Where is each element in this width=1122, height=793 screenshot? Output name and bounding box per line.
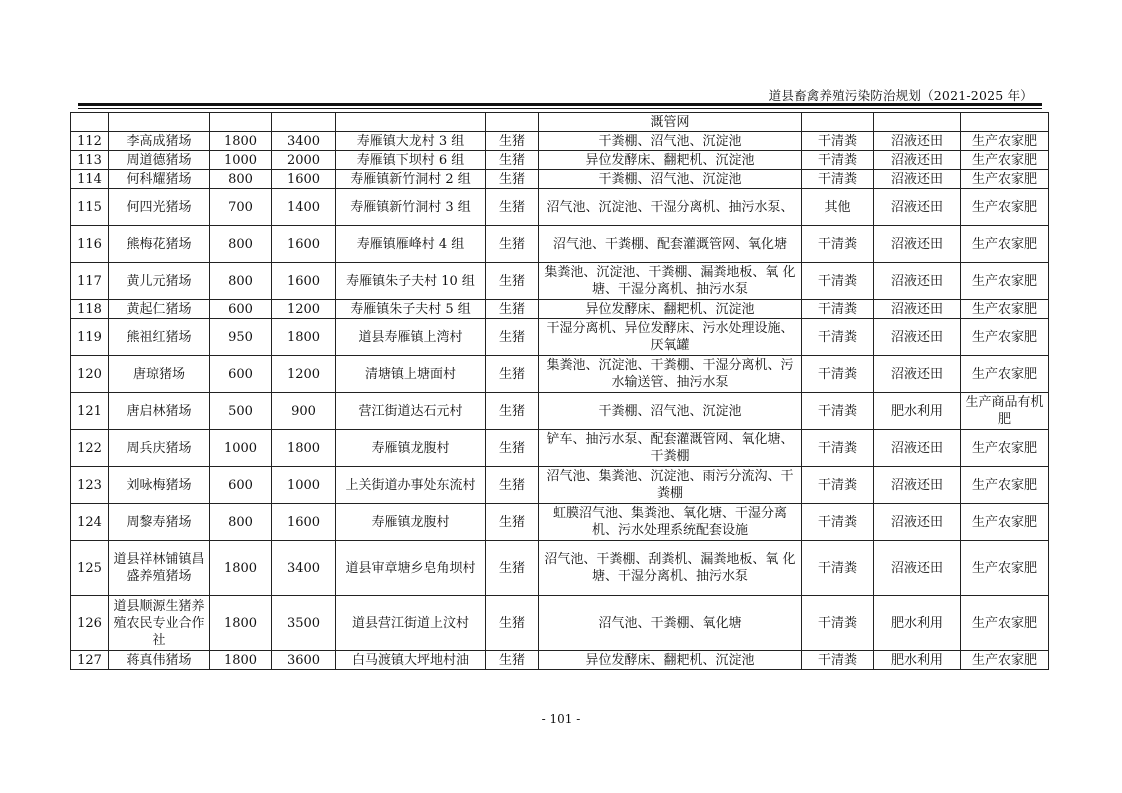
cell-no: 123: [71, 467, 109, 504]
cell-type: [486, 113, 539, 132]
cell-c1: 800: [210, 170, 272, 189]
cell-solid: 生产农家肥: [961, 319, 1049, 356]
cell-solid: [961, 113, 1049, 132]
cell-name: 熊梅花猪场: [109, 226, 210, 263]
cell-c2: 900: [272, 393, 336, 430]
cell-type: 生猪: [486, 189, 539, 226]
cell-no: 116: [71, 226, 109, 263]
cell-no: 117: [71, 263, 109, 300]
cell-cleaning: 干清粪: [802, 319, 874, 356]
cell-no: 125: [71, 541, 109, 596]
cell-liquid: 沼液还田: [874, 356, 961, 393]
farm-table: [70, 112, 1049, 670]
cell-solid: 生产农家肥: [961, 504, 1049, 541]
cell-c1: 600: [210, 467, 272, 504]
cell-c2: 1600: [272, 226, 336, 263]
cell-name: 何四光猪场: [109, 189, 210, 226]
cell-name: 周兵庆猪场: [109, 430, 210, 467]
cell-c2: 3400: [272, 541, 336, 596]
table-row: [71, 170, 1049, 189]
cell-type: 生猪: [486, 300, 539, 319]
cell-no: 114: [71, 170, 109, 189]
cell-name: 道县顺源生猪养殖农民专业合作社: [109, 596, 210, 651]
cell-cleaning: 干清粪: [802, 393, 874, 430]
page-header-title: 道县畜禽养殖污染防治规划（2021-2025 年）: [768, 88, 1033, 103]
cell-type: 生猪: [486, 541, 539, 596]
cell-c1: 1000: [210, 430, 272, 467]
cell-type: 生猪: [486, 356, 539, 393]
cell-c2: 2000: [272, 151, 336, 170]
cell-facilities: 沼气池、干粪棚、配套灌溉管网、氧化塘: [539, 226, 802, 263]
cell-location: 寿雁镇龙腹村: [336, 430, 486, 467]
cell-c1: 1800: [210, 541, 272, 596]
cell-no: 115: [71, 189, 109, 226]
table-row: [71, 356, 1049, 393]
cell-c1: 800: [210, 263, 272, 300]
cell-cleaning: 干清粪: [802, 300, 874, 319]
cell-facilities: 干粪棚、沼气池、沉淀池: [539, 132, 802, 151]
cell-c2: 1800: [272, 430, 336, 467]
cell-location: 寿雁镇朱子夫村 5 组: [336, 300, 486, 319]
cell-c2: 1800: [272, 319, 336, 356]
cell-cleaning: 干清粪: [802, 151, 874, 170]
cell-type: 生猪: [486, 151, 539, 170]
cell-c1: 800: [210, 226, 272, 263]
cell-c2: 1600: [272, 170, 336, 189]
cell-type: 生猪: [486, 393, 539, 430]
cell-cleaning: 干清粪: [802, 356, 874, 393]
cell-cleaning: 干清粪: [802, 651, 874, 670]
cell-facilities: 异位发酵床、翻耙机、沉淀池: [539, 651, 802, 670]
cell-facilities: 铲车、抽污水泵、配套灌溉管网、氧化塘、 干粪棚: [539, 430, 802, 467]
cell-facilities: 沼气池、干粪棚、刮粪机、漏粪地板、氧 化塘、干湿分离机、抽污水泵: [539, 541, 802, 596]
cell-solid: 生产农家肥: [961, 356, 1049, 393]
cell-solid: 生产农家肥: [961, 596, 1049, 651]
cell-location: [336, 113, 486, 132]
table-row: [71, 151, 1049, 170]
cell-facilities: 沼气池、沉淀池、干湿分离机、抽污水泵、: [539, 189, 802, 226]
cell-c1: [210, 113, 272, 132]
cell-no: 112: [71, 132, 109, 151]
cell-c1: 800: [210, 504, 272, 541]
cell-no: 120: [71, 356, 109, 393]
cell-facilities: 干粪棚、沼气池、沉淀池: [539, 170, 802, 189]
table-row: [71, 189, 1049, 226]
cell-cleaning: 干清粪: [802, 467, 874, 504]
cell-liquid: 肥水利用: [874, 393, 961, 430]
cell-location: 寿雁镇朱子夫村 10 组: [336, 263, 486, 300]
cell-solid: 生产农家肥: [961, 651, 1049, 670]
cell-liquid: 肥水利用: [874, 596, 961, 651]
cell-name: 熊祖红猪场: [109, 319, 210, 356]
cell-solid: 生产农家肥: [961, 541, 1049, 596]
cell-c1: 1800: [210, 651, 272, 670]
cell-solid: 生产农家肥: [961, 170, 1049, 189]
cell-c2: [272, 113, 336, 132]
cell-name: 李高成猪场: [109, 132, 210, 151]
cell-no: 126: [71, 596, 109, 651]
cell-location: 道县审章塘乡皂角坝村: [336, 541, 486, 596]
cell-type: 生猪: [486, 263, 539, 300]
cell-type: 生猪: [486, 651, 539, 670]
cell-no: 118: [71, 300, 109, 319]
cell-location: 营江街道达石元村: [336, 393, 486, 430]
cell-type: 生猪: [486, 467, 539, 504]
cell-facilities: 干粪棚、沼气池、沉淀池: [539, 393, 802, 430]
header-rule-thick: [78, 103, 1042, 106]
cell-cleaning: 干清粪: [802, 226, 874, 263]
cell-c1: 1800: [210, 596, 272, 651]
cell-location: 寿雁镇新竹洞村 3 组: [336, 189, 486, 226]
cell-c2: 1000: [272, 467, 336, 504]
cell-no: 122: [71, 430, 109, 467]
cell-cleaning: 干清粪: [802, 170, 874, 189]
cell-liquid: 沼液还田: [874, 189, 961, 226]
cell-solid: 生产农家肥: [961, 300, 1049, 319]
table-row: [71, 393, 1049, 430]
cell-c2: 1600: [272, 263, 336, 300]
cell-c1: 1800: [210, 132, 272, 151]
cell-location: 寿雁镇大龙村 3 组: [336, 132, 486, 151]
cell-solid: 生产农家肥: [961, 189, 1049, 226]
table-row: [71, 263, 1049, 300]
cell-facilities: 溉管网: [539, 113, 802, 132]
cell-solid: 生产农家肥: [961, 263, 1049, 300]
cell-location: 上关街道办事处东流村: [336, 467, 486, 504]
cell-solid: 生产农家肥: [961, 430, 1049, 467]
cell-solid: 生产商品有机肥: [961, 393, 1049, 430]
table-row: [71, 504, 1049, 541]
cell-solid: 生产农家肥: [961, 226, 1049, 263]
cell-c2: 1400: [272, 189, 336, 226]
cell-name: 周道德猪场: [109, 151, 210, 170]
cell-liquid: 沼液还田: [874, 541, 961, 596]
cell-cleaning: 干清粪: [802, 132, 874, 151]
cell-name: 黄儿元猪场: [109, 263, 210, 300]
cell-name: 唐琼猪场: [109, 356, 210, 393]
cell-c2: 1200: [272, 300, 336, 319]
cell-liquid: 肥水利用: [874, 651, 961, 670]
cell-cleaning: 干清粪: [802, 596, 874, 651]
cell-c1: 500: [210, 393, 272, 430]
cell-liquid: 沼液还田: [874, 132, 961, 151]
cell-liquid: 沼液还田: [874, 504, 961, 541]
cell-c1: 1000: [210, 151, 272, 170]
cell-solid: 生产农家肥: [961, 132, 1049, 151]
cell-type: 生猪: [486, 132, 539, 151]
table-body: [71, 113, 1049, 670]
cell-name: [109, 113, 210, 132]
cell-type: 生猪: [486, 226, 539, 263]
continuation-row: [71, 113, 1049, 132]
cell-liquid: 沼液还田: [874, 263, 961, 300]
cell-location: 清塘镇上塘面村: [336, 356, 486, 393]
cell-facilities: 干湿分离机、异位发酵床、污水处理设施、 厌氧罐: [539, 319, 802, 356]
cell-c1: 700: [210, 189, 272, 226]
cell-location: 寿雁镇新竹洞村 2 组: [336, 170, 486, 189]
cell-c1: 600: [210, 356, 272, 393]
cell-no: 127: [71, 651, 109, 670]
cell-liquid: 沼液还田: [874, 430, 961, 467]
table-row: [71, 651, 1049, 670]
table-row: [71, 430, 1049, 467]
cell-c1: 950: [210, 319, 272, 356]
cell-location: 寿雁镇下坝村 6 组: [336, 151, 486, 170]
cell-no: [71, 113, 109, 132]
cell-name: 唐启林猪场: [109, 393, 210, 430]
table-row: [71, 596, 1049, 651]
cell-facilities: 集粪池、沉淀池、干粪棚、干湿分离机、污水输送管、抽污水泵: [539, 356, 802, 393]
cell-type: 生猪: [486, 319, 539, 356]
cell-liquid: 沼液还田: [874, 151, 961, 170]
cell-facilities: 异位发酵床、翻耙机、沉淀池: [539, 300, 802, 319]
cell-location: 寿雁镇龙腹村: [336, 504, 486, 541]
cell-facilities: 沼气池、干粪棚、氧化塘: [539, 596, 802, 651]
cell-facilities: 虹膜沼气池、集粪池、氧化塘、干湿分离 机、污水处理系统配套设施: [539, 504, 802, 541]
table-row: [71, 300, 1049, 319]
table-row: [71, 226, 1049, 263]
cell-liquid: [874, 113, 961, 132]
cell-type: 生猪: [486, 430, 539, 467]
cell-type: 生猪: [486, 504, 539, 541]
cell-liquid: 沼液还田: [874, 226, 961, 263]
cell-c2: 3400: [272, 132, 336, 151]
cell-cleaning: 干清粪: [802, 263, 874, 300]
table-row: [71, 467, 1049, 504]
cell-liquid: 沼液还田: [874, 170, 961, 189]
cell-no: 113: [71, 151, 109, 170]
cell-c1: 600: [210, 300, 272, 319]
cell-facilities: 集粪池、沉淀池、干粪棚、漏粪地板、氧 化塘、干湿分离机、抽污水泵: [539, 263, 802, 300]
cell-facilities: 异位发酵床、翻耙机、沉淀池: [539, 151, 802, 170]
cell-c2: 1200: [272, 356, 336, 393]
cell-liquid: 沼液还田: [874, 300, 961, 319]
cell-cleaning: 其他: [802, 189, 874, 226]
cell-cleaning: [802, 113, 874, 132]
cell-solid: 生产农家肥: [961, 467, 1049, 504]
cell-no: 121: [71, 393, 109, 430]
cell-cleaning: 干清粪: [802, 541, 874, 596]
header-rule-thin: [78, 108, 1042, 109]
cell-liquid: 沼液还田: [874, 467, 961, 504]
cell-solid: 生产农家肥: [961, 151, 1049, 170]
cell-location: 道县营江街道上汶村: [336, 596, 486, 651]
cell-cleaning: 干清粪: [802, 504, 874, 541]
cell-name: 道县祥林铺镇昌盛养殖猪场: [109, 541, 210, 596]
cell-type: 生猪: [486, 596, 539, 651]
table-row: [71, 541, 1049, 596]
cell-no: 119: [71, 319, 109, 356]
cell-type: 生猪: [486, 170, 539, 189]
cell-cleaning: 干清粪: [802, 430, 874, 467]
table-row: [71, 319, 1049, 356]
cell-liquid: 沼液还田: [874, 319, 961, 356]
cell-no: 124: [71, 504, 109, 541]
cell-name: 周黎寿猪场: [109, 504, 210, 541]
cell-name: 蒋真伟猪场: [109, 651, 210, 670]
cell-name: 何科耀猪场: [109, 170, 210, 189]
cell-location: 白马渡镇大坪地村油: [336, 651, 486, 670]
page-number: - 101 -: [541, 712, 581, 726]
cell-c2: 3500: [272, 596, 336, 651]
cell-c2: 3600: [272, 651, 336, 670]
cell-name: 黄起仁猪场: [109, 300, 210, 319]
cell-location: 寿雁镇雁峰村 4 组: [336, 226, 486, 263]
cell-location: 道县寿雁镇上湾村: [336, 319, 486, 356]
cell-c2: 1600: [272, 504, 336, 541]
cell-name: 刘咏梅猪场: [109, 467, 210, 504]
table-row: [71, 132, 1049, 151]
cell-facilities: 沼气池、集粪池、沉淀池、雨污分流沟、干粪棚: [539, 467, 802, 504]
